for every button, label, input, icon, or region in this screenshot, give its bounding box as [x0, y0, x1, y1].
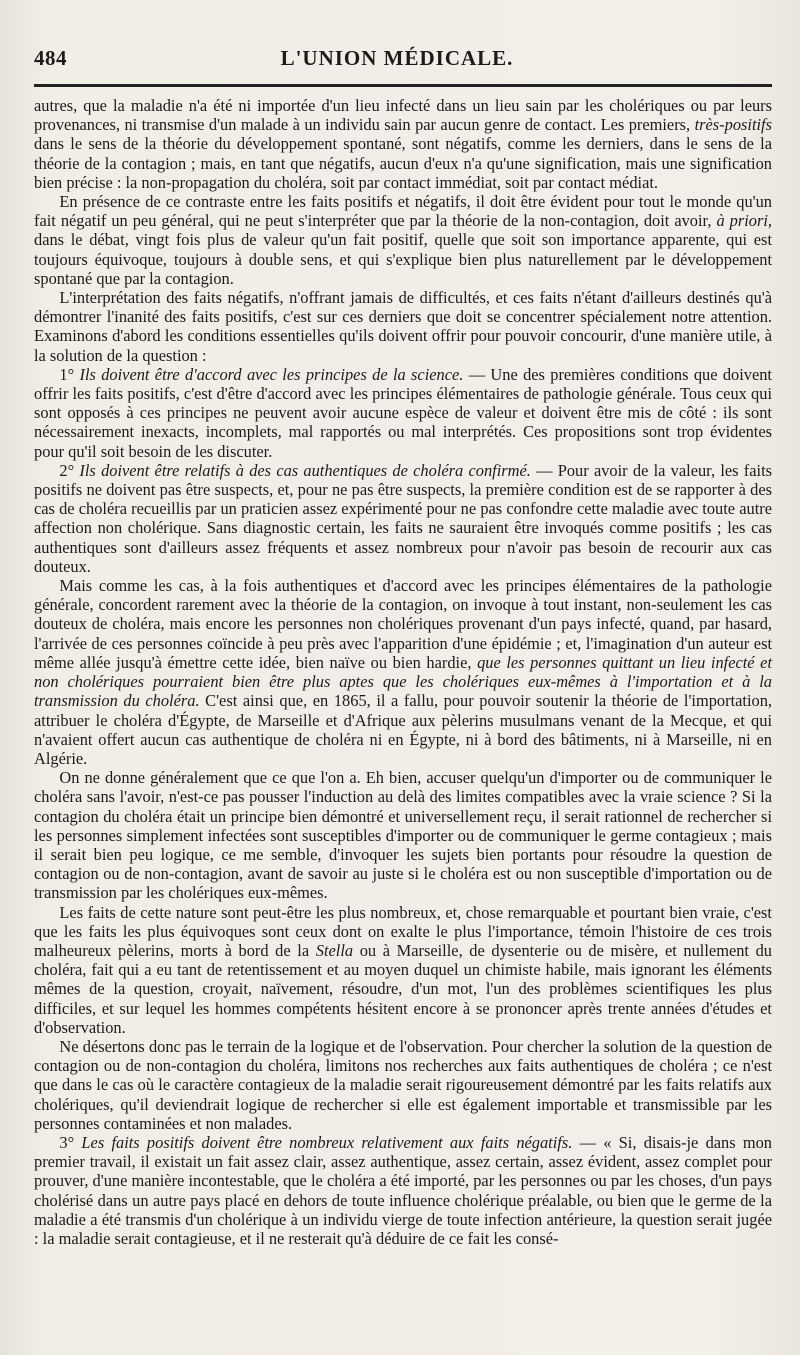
- paragraph-p5: [34, 461, 772, 576]
- text-run: autres, que la maladie n'a été ni importée d'un lieu infecté dans un lieu sain par les cholériques ou par leurs provenances, ni transmise d'un malade à un individu sain par aucun genre de contact. Les premiers,: [34, 96, 772, 135]
- paragraph-p8: [34, 903, 772, 1037]
- italic-text: Les faits positifs doivent être nombreux relativement aux faits négatifs.: [81, 1132, 573, 1152]
- text-run: 1°: [59, 364, 80, 384]
- text-run: Les faits de cette nature sont peut-être les plus nombreux, et, chose remarquable et pourtant bien vraie, c'est que les faits les plus équivoques sont ceux dont on exalte le plus l'importance, témoin l'histoire de ces trois malheureux pèlerins, morts à bord de la: [34, 902, 772, 960]
- paragraph-p10: [34, 1133, 772, 1248]
- text-run: On ne donne généralement que ce que l'on a. Eh bien, accuser quelqu'un d'importer ou de communiquer le choléra sans l'avoir, n'est-ce pas pousser l'induction au delà des limites compatibles avec la vraie science ? Si la contagion du choléra était un principe bien démontré et universellement reçu, il serait rationnel de rechercher si les personnes simplement infectées sont susceptibles d'importer ou de communiquer le germe contagieux ; mais il serait bien peu logique, ce me semble, d'invoquer les sujets bien portants pour résoudre la question de contagion ou de non-contagion, avant de savoir au juste si le choléra est ou non susceptible d'importation ou de transmission par les cholériques eux-mêmes.: [34, 768, 772, 903]
- header-rule: [34, 84, 772, 87]
- text-run: dans le débat, vingt fois plus de valeur qu'un fait positif, quelle que soit son importance apparente, qui est toujours équivoque, toujours à double sens, et qui s'explique bien plus naturellement par le développement spontané que par la contagion.: [34, 230, 772, 288]
- page-number: 484: [34, 46, 67, 70]
- text-run: 2°: [59, 460, 80, 480]
- text-run: Ne désertons donc pas le terrain de la logique et de l'observation. Pour chercher la solution de la question de contagion ou de non-contagion du choléra, limitons nos recherches aux faits authentiques de choléra ; ce n'est que dans le cas où le caractère contagieux de la maladie serait rigoureusement démontré par les faits relatifs aux cholériques, qu'il deviendrait logique de rechercher si elle est également importable et transmissible par les personnes contaminées et non malades.: [34, 1036, 772, 1133]
- text-run: L'interprétation des faits négatifs, n'offrant jamais de difficultés, et ces faits n'étant d'ailleurs destinés qu'à démontrer l'inanité des faits positifs, c'est sur ces derniers que doit se concentrer spécialement notre attention. Examinons d'abord les conditions essentielles qu'ils doivent offrir pour pouvoir concourir, d'une manière utile, à la solution de la question :: [34, 288, 772, 365]
- text-run: ou à Marseille, de dysenterie ou de misère, et nullement du choléra, fait qui a eu tant de retentissement et au moyen duquel un chimiste habile, mais ignorant les éléments mêmes de la question, croyait, naïvement, résoudre, d'un mot, l'un des problèmes scientifiques les plus difficiles, et sur lequel les hommes compétents hésitent encore à se prononcer après trente années d'études et d'observation.: [34, 940, 772, 1037]
- italic-text: Stella: [315, 940, 354, 960]
- text-run: — « Si, disais-je dans mon premier travail, il existait un fait assez clair, assez authentique, assez certain, assez évident, assez complet pour prouver, d'une manière incontestable, que le choléra a été importé, par les personnes ou par les choses, d'un pays cholérisé dans un autre pays placé en dehors de toute influence cholérique préalable, ou bien que le germe de la maladie a été transmis d'un cholérique à un individu vierge de toute infection antérieure, la question serait jugée : la maladie serait contagieuse, et il ne resterait qu'à déduire de ce fait les consé-: [34, 1132, 772, 1248]
- text-run: dans le sens de la théorie du développement spontané, sont négatifs, comme les derniers, dans le sens de la théorie de la contagion ; mais, en tant que négatifs, aucun d'eux n'a qu'une signification, mais une signification bien précise : la non-propagation du choléra, soit par contact immédiat, soit par contact médiat.: [34, 134, 772, 192]
- text-run: En présence de ce contraste entre les faits positifs et négatifs, il doit être évident pour tout le monde qu'un fait négatif un peu général, qui ne peut s'interpréter que par la théorie de la non-contagion, doit avoir,: [34, 192, 772, 231]
- italic-text: très-positifs: [694, 115, 772, 135]
- page-header: [34, 46, 760, 80]
- paragraph-p3: [34, 288, 772, 365]
- paragraph-p1: [34, 96, 772, 192]
- paragraph-p6: [34, 576, 772, 768]
- italic-text: Ils doivent être relatifs à des cas authentiques de choléra confirmé.: [79, 460, 531, 480]
- text-run: C'est ainsi que, en 1865, il a fallu, pour pouvoir soutenir la théorie de l'importation, attribuer le choléra d'Égypte, de Marseille et d'Afrique aux pèlerins musulmans venant de la Mecque, et qui n'avaient offert aucun cas authentique de choléra ni en Égypte, ni à bord des bâtiments, ni à Marseille, ni en Algérie.: [34, 691, 773, 768]
- paragraph-p7: [34, 768, 772, 902]
- text-run: — Une des premières conditions que doivent offrir les faits positifs, c'est d'être d'accord avec les principes élémentaires de pathologie générale. Tous ceux qui sont opposés à ces principes ne peuvent avoir aucune espèce de valeur et doivent être mis de côté : ils sont nécessairement inexacts, incomplets, mal rapportés ou mal interprétés. Ces propositions sont trop évidentes pour qu'il soit besoin de les discuter.: [34, 364, 772, 461]
- paragraph-p4: [34, 365, 772, 461]
- running-title: L'UNION MÉDICALE.: [280, 46, 514, 70]
- paragraph-p9: [34, 1037, 772, 1133]
- italic-text: que les personnes quittant un lieu infecté et non cholériques pourraient bien être plus aptes que les cholériques eux-mêmes à l'importation et à la transmission du choléra.: [34, 652, 773, 711]
- text-run: — Pour avoir de la valeur, les faits positifs ne doivent pas être suspects, et, pour ne pas être suspects, la première condition est de se rapporter à des cas de choléra recueillis par un praticien assez expérimenté pour ne pas confondre cette maladie avec toute autre affection non cholérique. Sans diagnostic certain, les faits ne sauraient être invoqués comme positifs ; les cas authentiques sont d'ailleurs assez fréquents et assez nombreux pour n'avoir pas besoin de recourir aux cas douteux.: [34, 460, 773, 576]
- text-run: 3°: [59, 1132, 82, 1152]
- text-run: Mais comme les cas, à la fois authentiques et d'accord avec les principes élémentaires de la pathologie générale, concordent rarement avec la théorie de la contagion, on invoque à tout instant, non-seulement les cas douteux de choléra, mais encore les personnes non cholériques provenant d'un pays infecté, quand, par hasard, l'arrivée de ces personnes coïncide à peu près avec l'apparition d'une épidémie ; et, l'imagination d'un auteur est même allée jusqu'à émettre cette idée, bien naïve ou bien hardie,: [34, 576, 772, 672]
- paragraph-p2: [34, 192, 772, 288]
- italic-text: Ils doivent être d'accord avec les principes de la science.: [79, 364, 464, 384]
- body-text: [34, 96, 772, 1248]
- italic-text: à priori,: [716, 211, 772, 231]
